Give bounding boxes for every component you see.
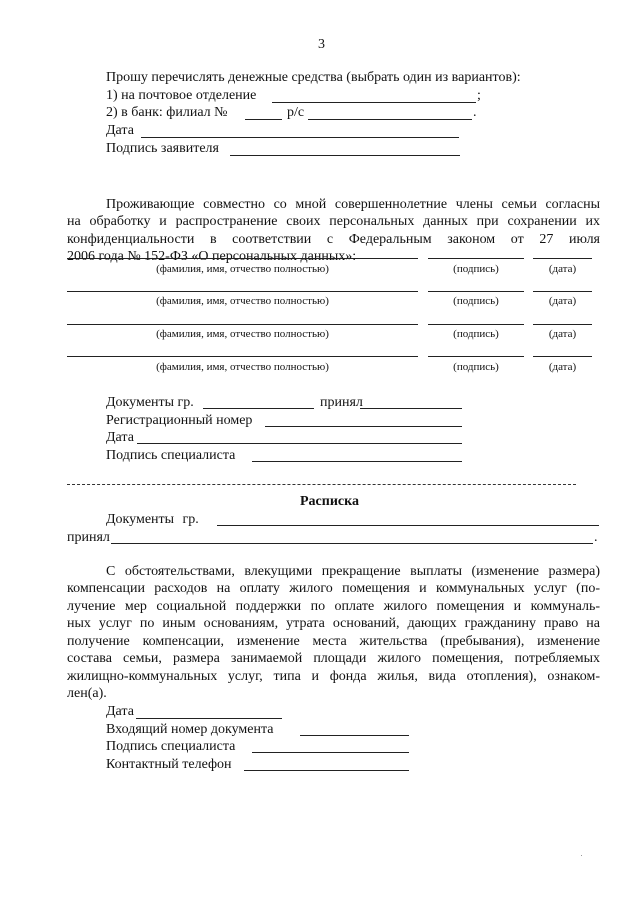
phone-field[interactable] [244, 770, 409, 771]
cut-line [67, 484, 576, 485]
signature-field[interactable] [428, 356, 524, 357]
post-office-field[interactable] [272, 102, 476, 103]
full-name-caption: (фамилия, имя, отчество полностью) [156, 295, 329, 307]
reg-number-label: Регистрационный номер [106, 413, 253, 428]
receipt-accepted-label: принял [67, 530, 110, 545]
reg-number-field[interactable] [265, 426, 462, 427]
receipt-specialist-signature-label: Подпись специалиста [106, 739, 236, 754]
receipt-citizen-field[interactable] [217, 525, 599, 526]
option-bank-label: 2) в банк: филиал № [106, 105, 228, 120]
documents-citizen-field[interactable] [203, 408, 314, 409]
receipt-paragraph-line: получение компенсации, изменение места жительства (пребывания), изменение [67, 634, 600, 649]
consent-line: конфиденциальности в соответствии с Федеральным законом от 27 июля [67, 232, 600, 247]
date-caption: (дата) [548, 361, 577, 373]
intake-date-field[interactable] [137, 443, 462, 444]
account-label: р/с [287, 105, 305, 120]
receipt-paragraph-line: компенсации расходов на оплату жилого помещения и коммунальных услуг (по- [67, 581, 600, 596]
option1-end: ; [477, 88, 481, 103]
receipt-specialist-signature-field[interactable] [252, 752, 409, 753]
receipt-paragraph-line: С обстоятельствами, влекущими прекращение выплаты (изменение размера) [106, 564, 600, 579]
receipt-paragraph-line: лучение мер социальной поддержки по оплате жилого помещения и коммуналь- [67, 599, 600, 614]
full-name-caption: (фамилия, имя, отчество полностью) [156, 263, 329, 275]
date-caption: (дата) [548, 263, 577, 275]
page-number: 3 [318, 37, 325, 52]
specialist-signature-label: Подпись специалиста [106, 448, 236, 463]
date-field[interactable] [141, 137, 459, 138]
receipt-date-field[interactable] [136, 718, 282, 719]
specialist-signature-field[interactable] [252, 461, 462, 462]
signature-caption: (подпись) [453, 328, 499, 340]
signature-field[interactable] [428, 291, 524, 292]
phone-label: Контактный телефон [106, 757, 232, 772]
date-label: Дата [106, 123, 134, 138]
full-name-caption: (фамилия, имя, отчество полностью) [156, 361, 329, 373]
scan-speck [581, 855, 582, 856]
signature-field[interactable] [428, 324, 524, 325]
receipt-paragraph-line: состава семьи, размера занимаемой площади жилого помещения, потребляемых [67, 651, 600, 666]
receipt-accepted-end: . [594, 530, 598, 545]
option2-end: . [473, 105, 477, 120]
documents-label: Документы гр. [106, 395, 194, 410]
receipt-date-label: Дата [106, 704, 134, 719]
full-name-field[interactable] [67, 356, 418, 357]
full-name-field[interactable] [67, 291, 418, 292]
intake-date-label: Дата [106, 430, 134, 445]
date-caption: (дата) [548, 328, 577, 340]
receipt-accepted-field[interactable] [111, 543, 593, 544]
receipt-documents-label: Документы гр. [106, 512, 199, 527]
signature-caption: (подпись) [453, 263, 499, 275]
consent-line: на обработку и распространение своих персональных данных при сохранении их [67, 214, 600, 229]
option-post-office-label: 1) на почтовое отделение [106, 88, 257, 103]
incoming-number-field[interactable] [300, 735, 409, 736]
date-field[interactable] [533, 291, 592, 292]
receipt-title: Расписка [300, 494, 359, 509]
date-field[interactable] [533, 258, 592, 259]
consent-line: Проживающие совместно со мной совершеннолетние члены семьи согласны [106, 197, 600, 212]
full-name-caption: (фамилия, имя, отчество полностью) [156, 328, 329, 340]
receipt-paragraph-line: лен(а). [67, 686, 107, 701]
signature-caption: (подпись) [453, 295, 499, 307]
incoming-number-label: Входящий номер документа [106, 722, 274, 737]
consent-line: 2006 года № 152-ФЗ «О персональных данных»: [67, 249, 357, 264]
applicant-signature-field[interactable] [230, 155, 460, 156]
signature-field[interactable] [428, 258, 524, 259]
receipt-paragraph-line: жилищно-коммунальных услуг, типа и фонда жилья, вида отопления), ознаком- [67, 669, 600, 684]
accepted-label: принял [320, 395, 363, 410]
account-field[interactable] [308, 119, 472, 120]
full-name-field[interactable] [67, 258, 418, 259]
signature-caption: (подпись) [453, 361, 499, 373]
accepted-field[interactable] [360, 408, 462, 409]
date-field[interactable] [533, 324, 592, 325]
date-field[interactable] [533, 356, 592, 357]
date-caption: (дата) [548, 295, 577, 307]
full-name-field[interactable] [67, 324, 418, 325]
payment-heading: Прошу перечислять денежные средства (выбрать один из вариантов): [106, 70, 521, 85]
bank-branch-field[interactable] [245, 119, 282, 120]
receipt-paragraph-line: ных услуг по иным основаниям, утрата оснований, дающих гражданину право на [67, 616, 600, 631]
applicant-signature-label: Подпись заявителя [106, 141, 219, 156]
